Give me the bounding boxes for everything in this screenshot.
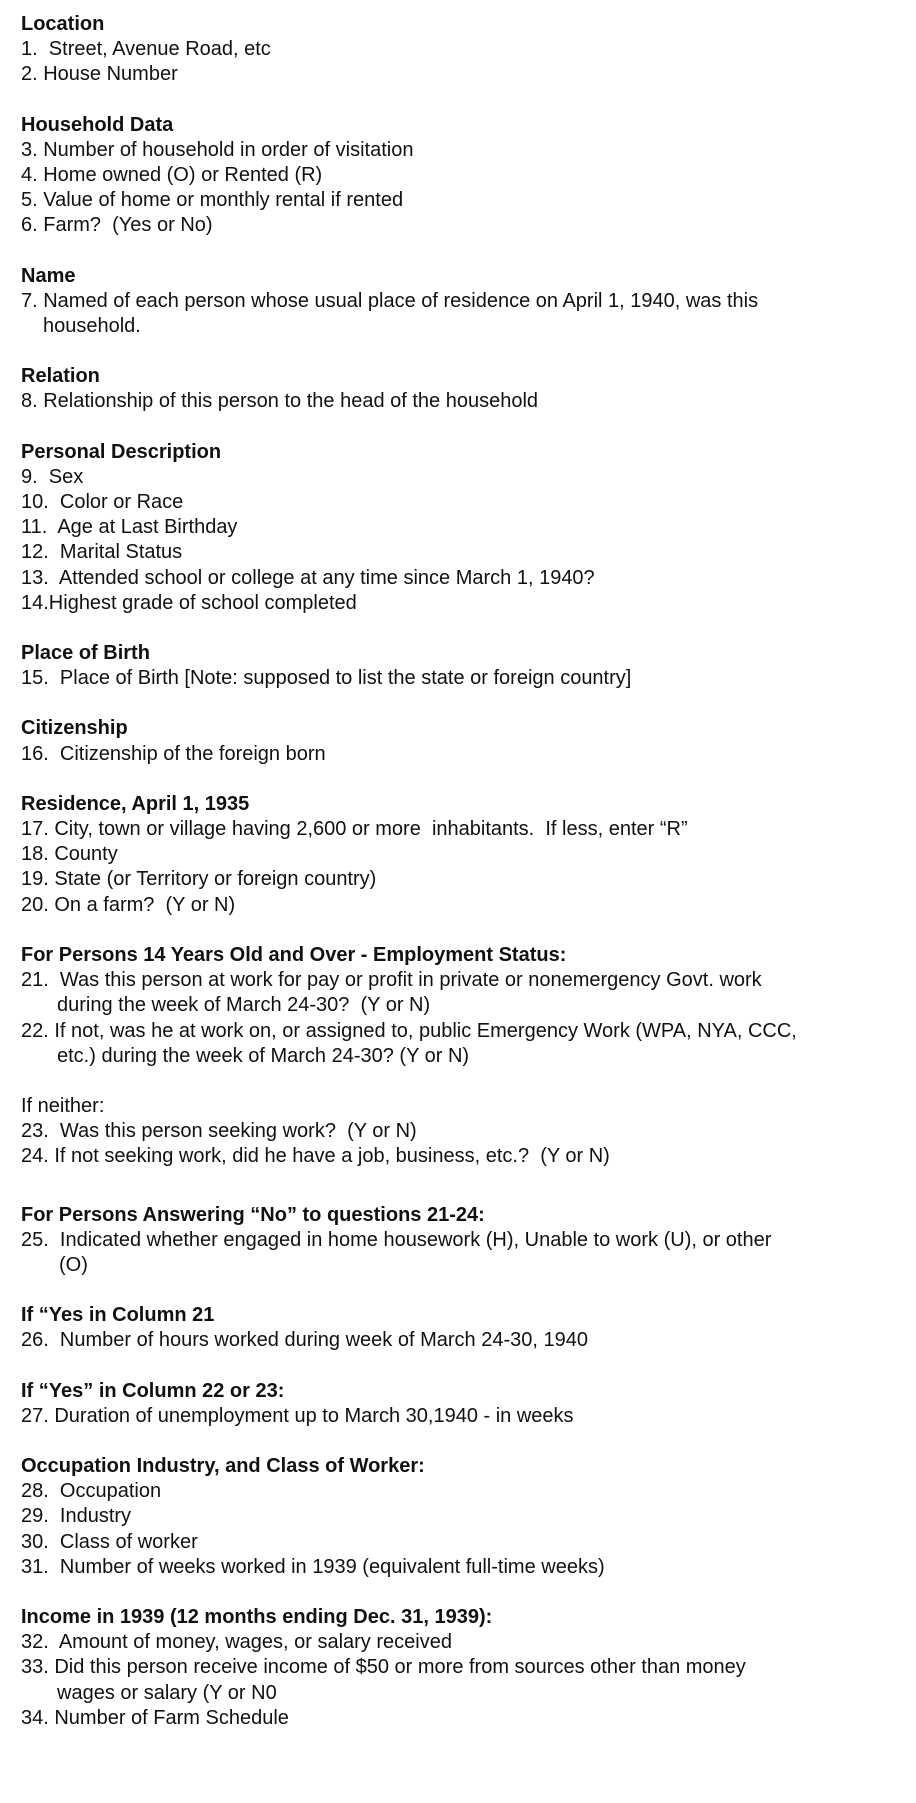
list-item: 28. Occupation bbox=[21, 1480, 162, 1503]
list-item: 3. Number of household in order of visitation bbox=[21, 138, 414, 161]
section-name bbox=[21, 264, 901, 340]
section-heading: Household Data bbox=[21, 113, 174, 136]
section-place-of-birth bbox=[21, 641, 901, 691]
section-heading: For Persons 14 Years Old and Over - Employment Status: bbox=[21, 943, 567, 966]
list-item: 25. Indicated whether engaged in home housework (H), Unable to work (U), or other bbox=[21, 1228, 772, 1251]
list-item: 31. Number of weeks worked in 1939 (equivalent full-time weeks) bbox=[21, 1555, 605, 1578]
list-item: 19. State (or Territory or foreign country) bbox=[21, 868, 377, 891]
section-household-data bbox=[21, 113, 901, 239]
list-item: 12. Marital Status bbox=[21, 541, 183, 564]
section-heading: Occupation Industry, and Class of Worker: bbox=[21, 1454, 425, 1477]
section-if-neither bbox=[21, 1094, 901, 1170]
list-item-continuation: wages or salary (Y or N0 bbox=[57, 1681, 277, 1704]
section-heading: Income in 1939 (12 months ending Dec. 31, 1939): bbox=[21, 1605, 493, 1628]
list-item-continuation: during the week of March 24-30? (Y or N) bbox=[57, 994, 431, 1017]
section-heading: Location bbox=[21, 13, 105, 35]
section-heading: Residence, April 1, 1935 bbox=[21, 792, 250, 815]
list-item: 5. Value of home or monthly rental if rented bbox=[21, 189, 404, 212]
list-item: 2. House Number bbox=[21, 63, 178, 86]
section-yes-column-22-23 bbox=[21, 1379, 901, 1429]
list-item: 6. Farm? (Yes or No) bbox=[21, 214, 213, 237]
section-heading: Personal Description bbox=[21, 440, 222, 463]
list-item: 24. If not seeking work, did he have a job, business, etc.? (Y or N) bbox=[21, 1145, 610, 1168]
list-item: 21. Was this person at work for pay or profit in private or nonemergency Govt. work bbox=[21, 969, 762, 992]
section-heading: For Persons Answering “No” to questions 21-24: bbox=[21, 1203, 485, 1226]
section-residence bbox=[21, 792, 901, 918]
section-heading: If “Yes” in Column 22 or 23: bbox=[21, 1379, 285, 1402]
list-item: 27. Duration of unemployment up to March 30,1940 - in weeks bbox=[21, 1404, 574, 1427]
list-item: 26. Number of hours worked during week of March 24-30, 1940 bbox=[21, 1329, 588, 1352]
census-column-guide bbox=[21, 12, 901, 1756]
section-occupation bbox=[21, 1454, 901, 1580]
list-item: 10. Color or Race bbox=[21, 491, 184, 514]
list-item: 18. County bbox=[21, 843, 118, 866]
list-item: 11. Age at Last Birthday bbox=[21, 516, 238, 539]
list-item: 22. If not, was he at work on, or assigned to, public Emergency Work (WPA, NYA, CCC, bbox=[21, 1019, 797, 1042]
section-location bbox=[21, 12, 901, 88]
section-citizenship bbox=[21, 716, 901, 766]
list-item-continuation: etc.) during the week of March 24-30? (Y or N) bbox=[57, 1044, 470, 1067]
list-item: 30. Class of worker bbox=[21, 1530, 198, 1553]
section-heading: Place of Birth bbox=[21, 642, 150, 665]
list-item: 9. Sex bbox=[21, 465, 84, 488]
section-personal-description bbox=[21, 440, 901, 616]
section-answering-no bbox=[21, 1203, 901, 1279]
list-item: 17. City, town or village having 2,600 or more inhabitants. If less, enter “R” bbox=[21, 818, 688, 841]
list-item: 15. Place of Birth [Note: supposed to list the state or foreign country] bbox=[21, 667, 632, 690]
list-item: 16. Citizenship of the foreign born bbox=[21, 742, 326, 765]
list-item-continuation: household. bbox=[43, 315, 141, 338]
section-heading: Name bbox=[21, 264, 76, 287]
section-heading: Citizenship bbox=[21, 717, 128, 740]
section-heading: If “Yes in Column 21 bbox=[21, 1304, 215, 1327]
list-item: 8. Relationship of this person to the head of the household bbox=[21, 390, 539, 413]
list-item: 23. Was this person seeking work? (Y or N) bbox=[21, 1120, 417, 1143]
list-item: 34. Number of Farm Schedule bbox=[21, 1706, 289, 1729]
list-item: 20. On a farm? (Y or N) bbox=[21, 893, 236, 916]
list-item: 1. Street, Avenue Road, etc bbox=[21, 38, 271, 61]
section-employment-status bbox=[21, 943, 901, 1069]
list-item: 13. Attended school or college at any time since March 1, 1940? bbox=[21, 566, 595, 589]
list-item: 32. Amount of money, wages, or salary received bbox=[21, 1631, 452, 1654]
list-item: 4. Home owned (O) or Rented (R) bbox=[21, 164, 323, 187]
section-income-1939 bbox=[21, 1605, 901, 1731]
section-heading: Relation bbox=[21, 365, 100, 388]
section-relation bbox=[21, 364, 901, 414]
list-item: 7. Named of each person whose usual place of residence on April 1, 1940, was this bbox=[21, 289, 759, 312]
list-item: 14.Highest grade of school completed bbox=[21, 591, 357, 614]
section-heading: If neither: bbox=[21, 1094, 105, 1117]
list-item: 29. Industry bbox=[21, 1505, 132, 1528]
list-item: 33. Did this person receive income of $50 or more from sources other than money bbox=[21, 1656, 746, 1679]
list-item-continuation: (O) bbox=[59, 1253, 88, 1276]
section-yes-column-21 bbox=[21, 1303, 901, 1353]
